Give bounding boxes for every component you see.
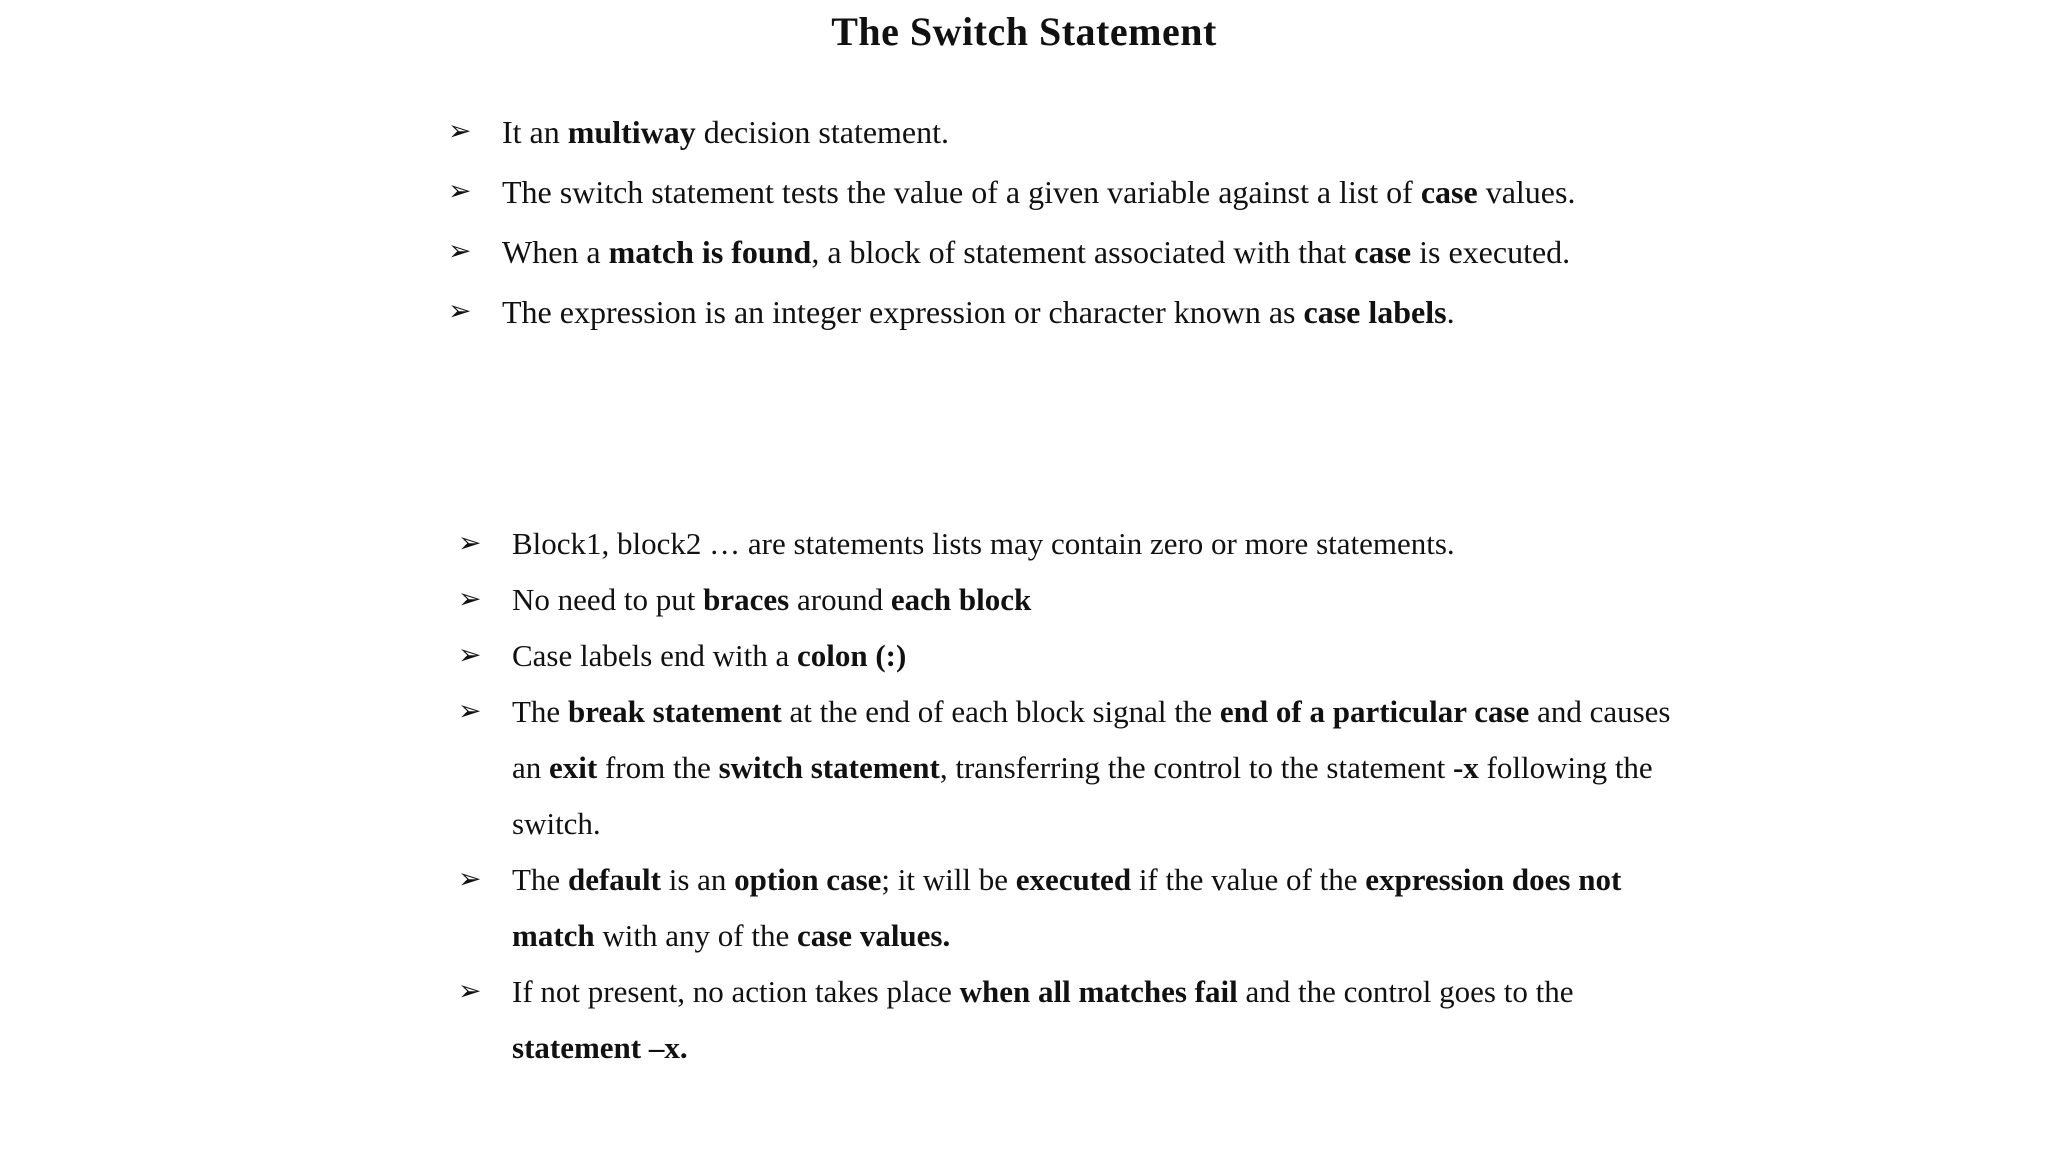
bold-text: statement –x. xyxy=(512,1030,688,1065)
arrow-bullet-icon: ➢ xyxy=(458,640,482,671)
body-text: at the end of each block signal the xyxy=(781,694,1220,729)
bold-text: colon (:) xyxy=(796,638,907,673)
bullet-item xyxy=(458,516,1698,572)
body-text: ; it will be xyxy=(881,862,1016,897)
body-text: decision statement. xyxy=(695,114,950,150)
body-text: , a block of statement associated with that xyxy=(811,234,1355,270)
arrow-bullet-icon: ➢ xyxy=(448,236,472,267)
arrow-bullet-icon: ➢ xyxy=(458,864,482,895)
bold-text: multiway xyxy=(567,114,696,150)
bold-text: case labels xyxy=(1303,294,1447,330)
body-text: The xyxy=(512,862,568,897)
bullet-list-primary xyxy=(448,102,1628,342)
bullet-item xyxy=(448,162,1628,222)
page-title: The Switch Statement xyxy=(831,9,1217,54)
body-text: The switch statement tests the value of a given variable against a list of xyxy=(502,174,1421,210)
bold-text: break statement xyxy=(567,694,782,729)
arrow-bullet-icon: ➢ xyxy=(448,176,472,207)
bullet-item xyxy=(458,572,1698,628)
bold-text: each block xyxy=(890,582,1032,617)
bold-text: case xyxy=(1354,234,1412,270)
bold-text: when all matches fail xyxy=(959,974,1238,1009)
body-text: Block1, block2 … are statements lists may contain zero or more statements. xyxy=(512,526,1455,561)
bold-text: end of a particular case xyxy=(1219,694,1530,729)
bold-text: exit xyxy=(549,750,598,785)
body-text: from the xyxy=(597,750,719,785)
arrow-bullet-icon: ➢ xyxy=(448,116,472,147)
body-text: is an xyxy=(660,862,735,897)
arrow-bullet-icon: ➢ xyxy=(458,976,482,1007)
bold-text: braces xyxy=(703,582,790,617)
body-text: It an xyxy=(502,114,568,150)
body-text: if the value of the xyxy=(1131,862,1366,897)
bullet-list-secondary xyxy=(458,516,1698,1076)
body-text: The xyxy=(512,694,568,729)
body-text: with any of the xyxy=(594,918,797,953)
bold-text: executed xyxy=(1015,862,1132,897)
bold-text: option case xyxy=(734,862,882,897)
bold-text: match is found xyxy=(608,234,812,270)
arrow-bullet-icon: ➢ xyxy=(458,584,482,615)
body-text: The expression is an integer expression or character known as xyxy=(502,294,1304,330)
bold-text: switch statement xyxy=(718,750,940,785)
bullet-item xyxy=(458,684,1698,852)
arrow-bullet-icon: ➢ xyxy=(458,528,482,559)
body-text: If not present, no action takes place xyxy=(512,974,960,1009)
bullet-item xyxy=(458,964,1698,1076)
bold-text: case values. xyxy=(796,918,951,953)
arrow-bullet-icon: ➢ xyxy=(448,296,472,327)
body-text: values. xyxy=(1477,174,1576,210)
body-text: Case labels end with a xyxy=(512,638,797,673)
body-text: around xyxy=(789,582,891,617)
bullet-item xyxy=(458,628,1698,684)
body-text: is executed. xyxy=(1411,234,1571,270)
body-text: and the control goes to the xyxy=(1237,974,1574,1009)
bold-text: -x xyxy=(1452,750,1479,785)
bullet-item xyxy=(448,102,1628,162)
bullet-item xyxy=(458,852,1698,964)
bullet-item xyxy=(448,282,1628,342)
bold-text: expression does not match xyxy=(512,862,1622,953)
body-text: and causes an xyxy=(512,694,1671,785)
body-text: . xyxy=(1446,294,1455,330)
body-text: following the switch. xyxy=(512,750,1653,841)
body-text: When a xyxy=(502,234,609,270)
body-text: , transferring the control to the statement xyxy=(939,750,1453,785)
arrow-bullet-icon: ➢ xyxy=(458,696,482,727)
bold-text: case xyxy=(1420,174,1478,210)
bold-text: default xyxy=(567,862,661,897)
bullet-item xyxy=(448,222,1628,282)
body-text: No need to put xyxy=(512,582,704,617)
